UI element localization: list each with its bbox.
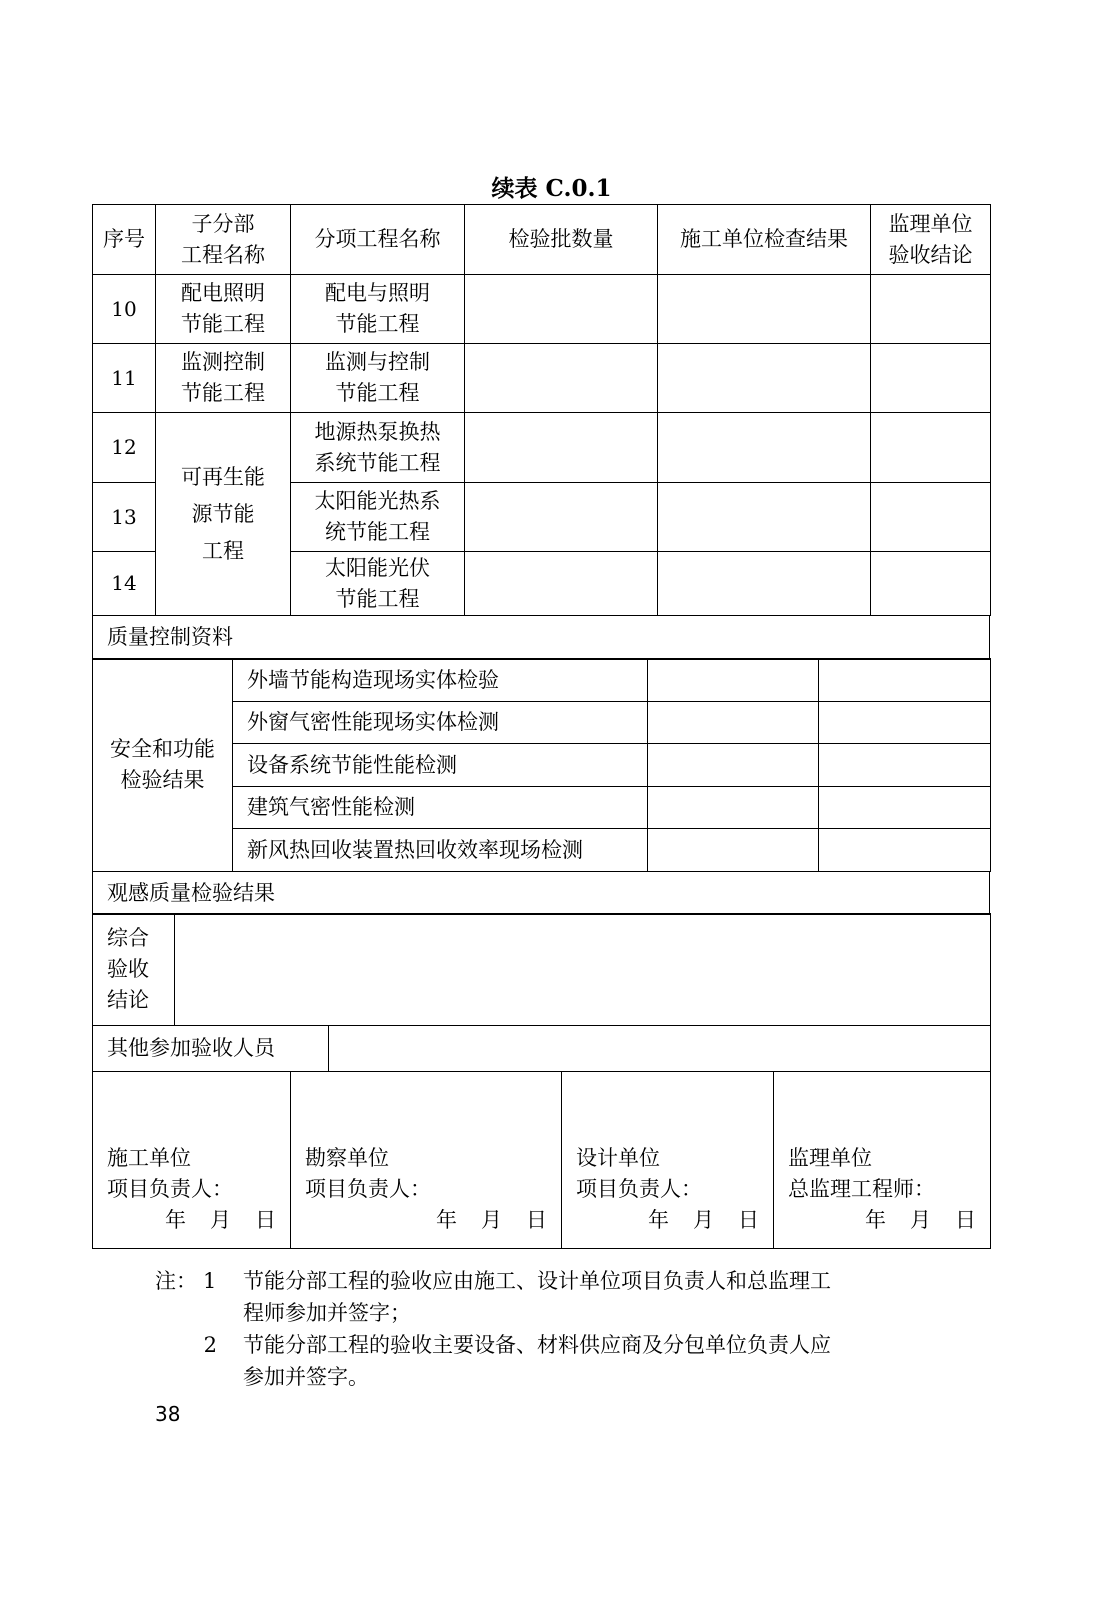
note-item bbox=[155, 1265, 955, 1329]
notes bbox=[155, 1265, 955, 1393]
note-text: 节能分部工程的验收主要设备、材料供应商及分包单位负责人应 参加并签字。 bbox=[243, 1333, 831, 1389]
signature-unit: 监理单位 bbox=[788, 1146, 872, 1170]
contractor-result-cell[interactable] bbox=[658, 552, 871, 616]
safety-conclusion-cell[interactable] bbox=[819, 659, 991, 702]
row-item: 太阳能光热系 统节能工程 bbox=[291, 483, 465, 552]
note-item bbox=[155, 1329, 955, 1393]
row-seq: 10 bbox=[93, 275, 156, 344]
row-sub-part: 配电照明 节能工程 bbox=[156, 275, 291, 344]
safety-result-cell[interactable] bbox=[648, 744, 819, 787]
header-batch: 检验批数量 bbox=[465, 205, 658, 275]
renewable-sub-part: 可再生能 源节能 工程 bbox=[156, 413, 291, 616]
row-item: 地源热泵换热 系统节能工程 bbox=[291, 413, 465, 483]
signature-person: 项目负责人： bbox=[305, 1177, 431, 1201]
safety-item: 设备系统节能性能检测 bbox=[233, 744, 648, 787]
batch-cell[interactable] bbox=[465, 552, 658, 616]
safety-conclusion-cell[interactable] bbox=[819, 744, 991, 787]
header-sub-part: 子分部 工程名称 bbox=[156, 205, 291, 275]
note-number: 2 bbox=[203, 1333, 217, 1357]
header-item: 分项工程名称 bbox=[291, 205, 465, 275]
batch-cell[interactable] bbox=[465, 483, 658, 552]
row-sub-part: 监测控制 节能工程 bbox=[156, 344, 291, 413]
header-contractor-result: 施工单位检查结果 bbox=[658, 205, 871, 275]
acceptance-table bbox=[92, 204, 991, 616]
signature-date: 年 月 日 bbox=[648, 1208, 759, 1232]
row-item: 监测与控制 节能工程 bbox=[291, 344, 465, 413]
signature-date: 年 月 日 bbox=[865, 1208, 976, 1232]
supervisor-conclusion-cell[interactable] bbox=[871, 552, 991, 616]
note-text: 节能分部工程的验收应由施工、设计单位项目负责人和总监理工 程师参加并签字； bbox=[243, 1269, 831, 1325]
header-seq: 序号 bbox=[93, 205, 156, 275]
supervisor-conclusion-cell[interactable] bbox=[871, 275, 991, 344]
batch-cell[interactable] bbox=[465, 413, 658, 483]
others-table bbox=[92, 1025, 991, 1072]
safety-item: 建筑气密性能检测 bbox=[233, 787, 648, 829]
signature-survey[interactable] bbox=[291, 1072, 562, 1249]
notes-lead: 注： bbox=[155, 1269, 197, 1293]
row-seq: 11 bbox=[93, 344, 156, 413]
signature-unit: 勘察单位 bbox=[305, 1146, 389, 1170]
signature-contractor[interactable] bbox=[93, 1072, 291, 1249]
batch-cell[interactable] bbox=[465, 344, 658, 413]
quality-control-table bbox=[92, 615, 990, 660]
conclusion-cell[interactable] bbox=[175, 914, 991, 1026]
quality-control-label: 质量控制资料 bbox=[93, 616, 990, 660]
row-item: 配电与照明 节能工程 bbox=[291, 275, 465, 344]
table-row bbox=[93, 275, 991, 344]
note-number: 1 bbox=[203, 1269, 217, 1293]
table-title: 续表 C.0.1 bbox=[491, 175, 612, 202]
contractor-result-cell[interactable] bbox=[658, 344, 871, 413]
row-seq: 13 bbox=[93, 483, 156, 552]
signature-supervisor[interactable] bbox=[774, 1072, 991, 1249]
conclusion-table bbox=[92, 913, 991, 1026]
appearance-label: 观感质量检验结果 bbox=[93, 872, 990, 915]
signature-date: 年 月 日 bbox=[165, 1208, 276, 1232]
safety-conclusion-cell[interactable] bbox=[819, 829, 991, 872]
signature-unit: 设计单位 bbox=[576, 1146, 660, 1170]
signature-unit: 施工单位 bbox=[107, 1146, 191, 1170]
supervisor-conclusion-cell[interactable] bbox=[871, 413, 991, 483]
others-cell[interactable] bbox=[329, 1026, 991, 1072]
contractor-result-cell[interactable] bbox=[658, 483, 871, 552]
signature-date: 年 月 日 bbox=[436, 1208, 547, 1232]
row-seq: 14 bbox=[93, 552, 156, 616]
batch-cell[interactable] bbox=[465, 275, 658, 344]
safety-item: 新风热回收装置热回收效率现场检测 bbox=[233, 829, 648, 872]
signature-table bbox=[92, 1071, 991, 1249]
appearance-table bbox=[92, 871, 990, 915]
signature-design[interactable] bbox=[562, 1072, 774, 1249]
signature-person: 总监理工程师： bbox=[788, 1177, 935, 1201]
safety-label: 安全和功能 检验结果 bbox=[93, 659, 233, 872]
conclusion-label: 综合 验收 结论 bbox=[93, 914, 175, 1026]
header-row bbox=[93, 205, 991, 275]
header-supervisor-conclusion: 监理单位 验收结论 bbox=[871, 205, 991, 275]
supervisor-conclusion-cell[interactable] bbox=[871, 344, 991, 413]
signature-person: 项目负责人： bbox=[107, 1177, 233, 1201]
table-row bbox=[93, 344, 991, 413]
safety-item: 外窗气密性能现场实体检测 bbox=[233, 702, 648, 744]
safety-conclusion-cell[interactable] bbox=[819, 702, 991, 744]
contractor-result-cell[interactable] bbox=[658, 275, 871, 344]
safety-result-cell[interactable] bbox=[648, 829, 819, 872]
safety-item: 外墙节能构造现场实体检验 bbox=[233, 659, 648, 702]
others-label: 其他参加验收人员 bbox=[93, 1026, 329, 1072]
safety-conclusion-cell[interactable] bbox=[819, 787, 991, 829]
safety-result-cell[interactable] bbox=[648, 659, 819, 702]
row-seq: 12 bbox=[93, 413, 156, 483]
row-item: 太阳能光伏 节能工程 bbox=[291, 552, 465, 616]
safety-result-cell[interactable] bbox=[648, 787, 819, 829]
contractor-result-cell[interactable] bbox=[658, 413, 871, 483]
signature-person: 项目负责人： bbox=[576, 1177, 702, 1201]
table-row bbox=[93, 413, 991, 483]
safety-table bbox=[92, 658, 991, 872]
supervisor-conclusion-cell[interactable] bbox=[871, 483, 991, 552]
page-number: 38 bbox=[155, 1402, 181, 1426]
safety-result-cell[interactable] bbox=[648, 702, 819, 744]
